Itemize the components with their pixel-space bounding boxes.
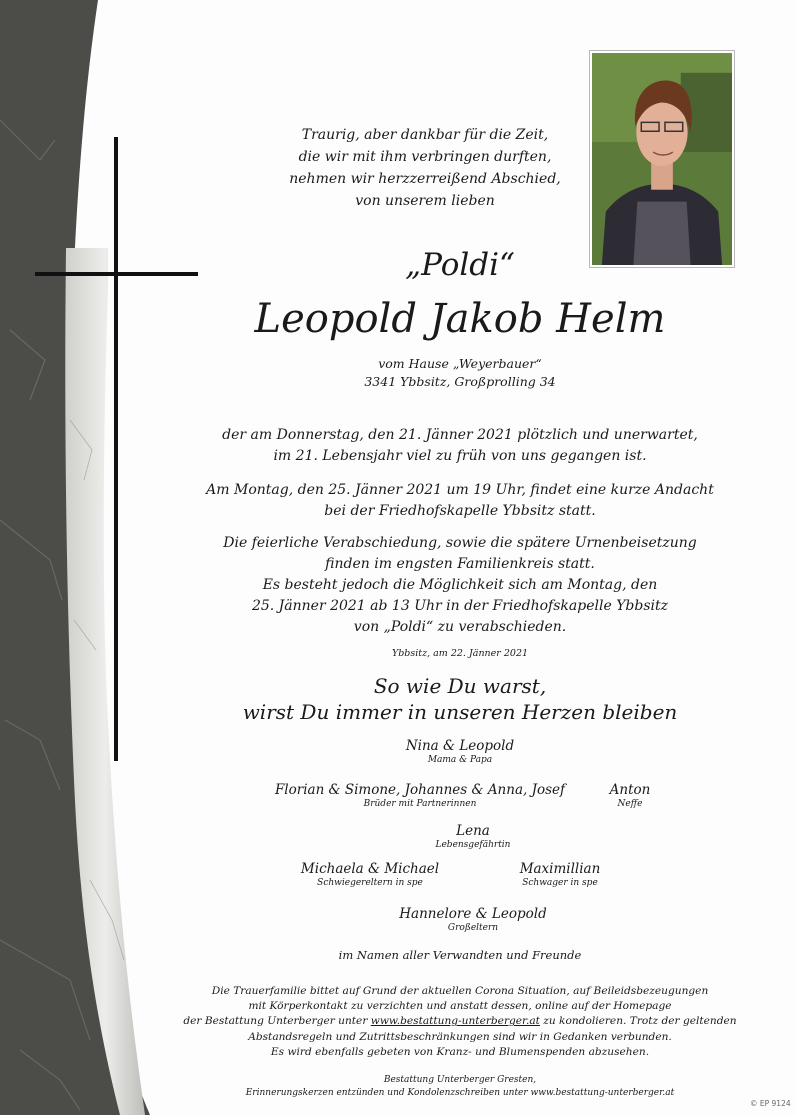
closing-line: im Namen aller Verwandten und Freunde	[338, 948, 582, 962]
mourner-grandparents: Hannelore & Leopold Großeltern	[399, 906, 547, 933]
condolence-link[interactable]: www.bestattung-unterberger.at	[370, 1015, 540, 1028]
corona-note: Die Trauerfamilie bittet auf Grund der aktuellen Corona Situation, auf Beileidsbezeugungen mit Körperkontakt zu verzichten und anstatt dessen, online auf der Homepage der Bestattung Unterberger unter www.bestattung-unterberger.at zu kondolieren. Trotz der geltenden Abstandsregeln und Zutrittsbeschränkungen sind wir in Gedanken verbunden. Es wird ebenfalls gebeten von Kranz- und Blumenspenden abzusehen.	[183, 985, 737, 1058]
deceased-name: Leopold Jakob Helm	[254, 296, 666, 342]
farewell-announcement: Die feierliche Verabschiedung, sowie die spätere Urnenbeisetzung finden im engsten Familienkreis statt. Es besteht jedoch die Möglichkeit sich am Montag, den 25. Jänner 2021 ab 13 Uhr in der Friedhofskapelle Ybbsitz von „Poldi“ zu verabschieden.	[223, 535, 697, 635]
print-code: © EP 9124	[750, 1099, 791, 1108]
prayer-announcement: Am Montag, den 25. Jänner 2021 um 19 Uhr, findet eine kurze Andacht bei der Friedhofskapelle Ybbsitz statt.	[206, 482, 714, 519]
mourner-brother-in-law: Maximillian Schwager in spe	[519, 861, 601, 888]
mourner-parents: Nina & Leopold Mama & Papa	[405, 738, 515, 765]
portrait-photo	[589, 50, 735, 268]
cross-horizontal	[35, 272, 198, 276]
mourner-partner: Lena Lebensgefährtin	[435, 823, 511, 850]
intro-text: Traurig, aber dankbar für die Zeit, die wir mit ihm verbringen durften, nehmen wir herzzerreißend Abschied, von unserem lieben	[289, 127, 561, 209]
mourner-inlaws: Michaela & Michael Schwiegereltern in spe	[300, 861, 440, 888]
nickname: „Poldi“	[405, 247, 515, 283]
footer: Bestattung Unterberger Gresten, Erinnerungskerzen entzünden und Kondolenzschreiben unter www.bestattung-unterberger.at	[245, 1075, 675, 1098]
mourner-brothers: Florian & Simone, Johannes & Anna, Josef Brüder mit Partnerinnen	[274, 782, 566, 809]
death-announcement: der am Donnerstag, den 21. Jänner 2021 plötzlich und unerwartet, im 21. Lebensjahr viel zu früh von uns gegangen ist.	[222, 427, 698, 464]
place-date: Ybbsitz, am 22. Jänner 2021	[391, 648, 529, 659]
house-address: vom Hause „Weyerbauer“ 3341 Ybbsitz, Großprolling 34	[364, 356, 556, 389]
mourner-nephew: Anton Neffe	[609, 782, 651, 809]
motto: So wie Du warst, wirst Du immer in unseren Herzen bleiben	[242, 674, 678, 724]
cross-vertical	[114, 137, 118, 761]
